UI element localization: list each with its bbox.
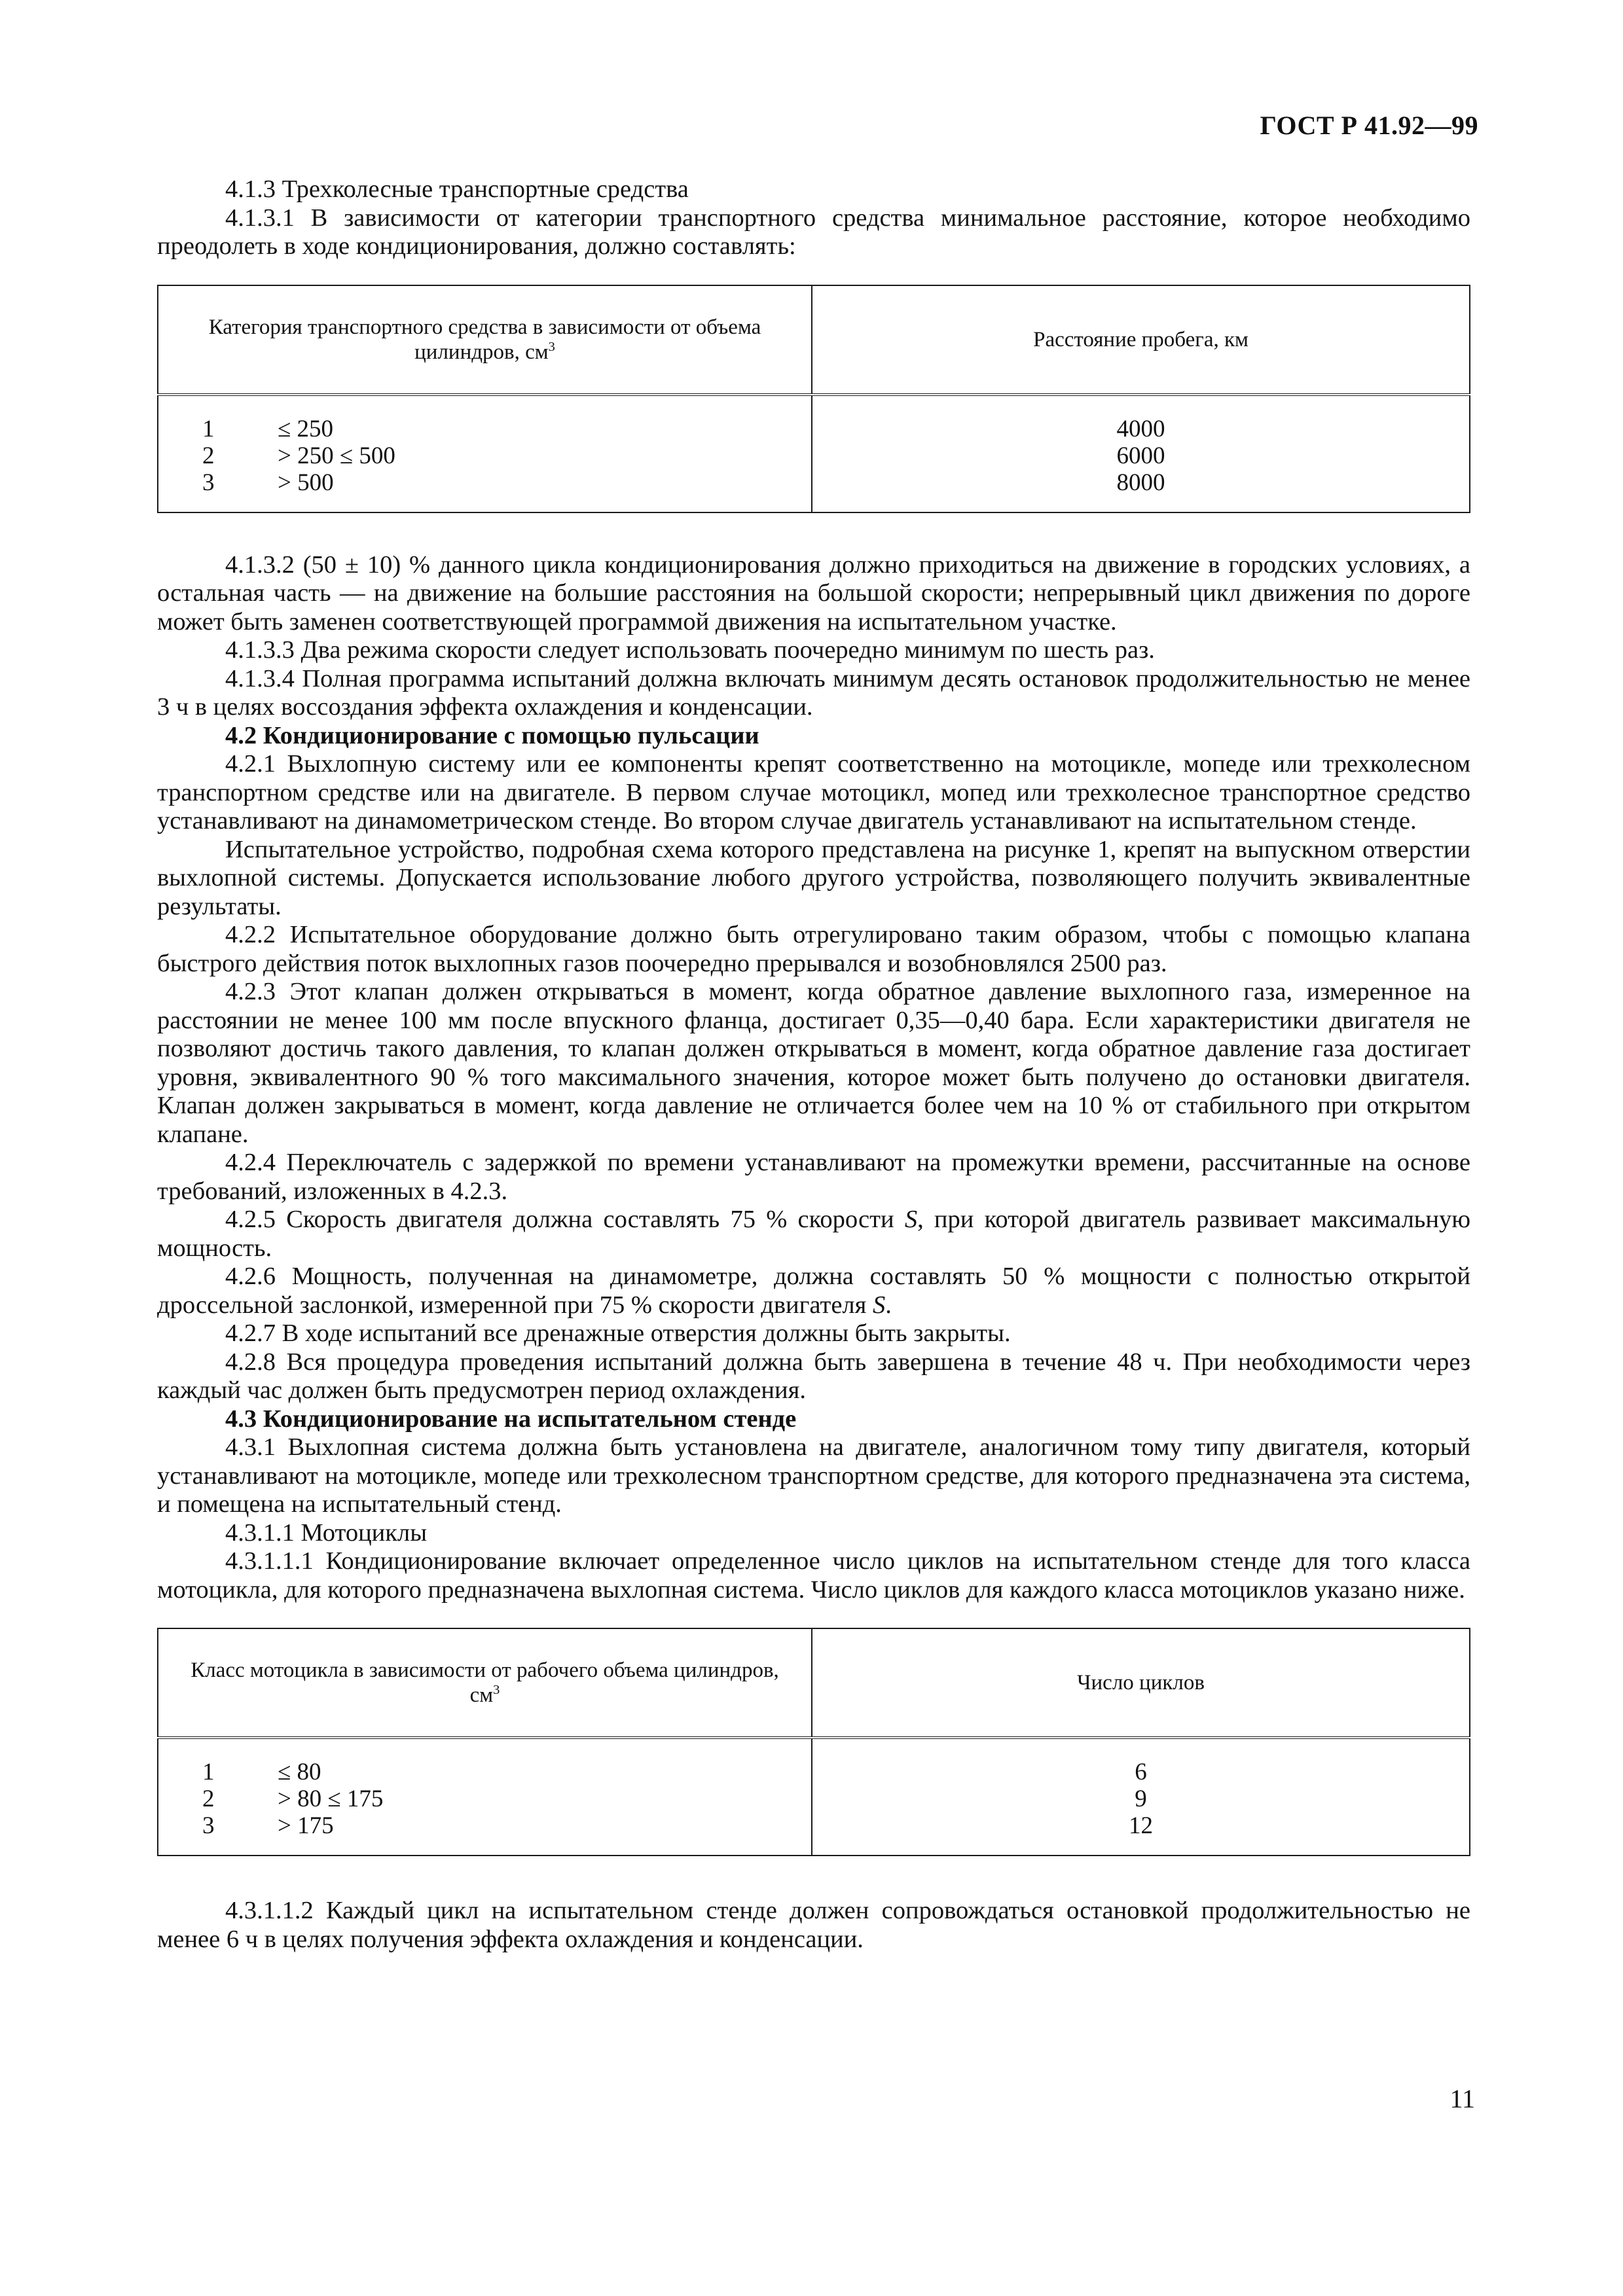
page-body xyxy=(157,175,1470,1954)
cycles-table-values: 6 9 12 xyxy=(812,1738,1470,1856)
paragraph-4-2-6: 4.2.6 Мощность, полученная на динамометре, должна составлять 50 % мощности с полностью открытой дроссельной заслонкой, измеренной при 75 % скорости двигателя S. xyxy=(157,1263,1470,1319)
distance-table-categories: 1 ≤ 250 2 > 250 ≤ 500 3 > 500 xyxy=(158,395,812,512)
table-row xyxy=(158,1738,1470,1856)
distance-table-header-distance: Расстояние пробега, км xyxy=(812,285,1470,395)
paragraph-4-1-3-3: 4.1.3.3 Два режима скорости следует использовать поочередно минимум по шесть раз. xyxy=(225,636,1155,664)
paragraph-4-3-1-1: 4.3.1.1 Мотоциклы xyxy=(225,1518,428,1547)
paragraph-4-2-8: 4.2.8 Вся процедура проведения испытаний должна быть завершена в течение 48 ч. При необходимости через каждый час должен быть предусмотрен период охлаждения. xyxy=(157,1348,1470,1404)
table-row xyxy=(158,395,1470,512)
paragraph-4-3-1-1-2: 4.3.1.1.2 Каждый цикл на испытательном стенде должен сопровождаться остановкой продолжительностью не менее 6 ч в целях получения эффекта охлаждения и конденсации. xyxy=(157,1897,1470,1953)
paragraph-4-3-1: 4.3.1 Выхлопная система должна быть установлена на двигателе, аналогичном тому типу двигателя, который устанавливают на мотоцикле, мопеде или трехколесном транспортном средстве, для которого предназначена эта система, и помещена на испытательный стенд. xyxy=(157,1433,1470,1518)
paragraph-4-2-4: 4.2.4 Переключатель с задержкой по времени устанавливают на промежутки времени, рассчитанные на основе требований, изложенных в 4.2.3. xyxy=(157,1149,1470,1205)
distance-table-header-category: Категория транспортного средства в зависимости от объема цилиндров, $см^3$ xyxy=(158,285,812,395)
cycles-table xyxy=(157,1628,1470,1856)
paragraph-4-3-1-1-1: 4.3.1.1.1 Кондиционирование включает определенное число циклов на испытательном стенде для того класса мотоцикла, для которого предназначена выхлопная система. Число циклов для каждого класса мотоциклов указано ниже. xyxy=(157,1547,1470,1604)
section-heading-4-3: 4.3 Кондиционирование на испытательном стенде xyxy=(225,1405,797,1433)
distance-table xyxy=(157,285,1470,513)
paragraph-4-2-7: 4.2.7 В ходе испытаний все дренажные отверстия должны быть закрыты. xyxy=(225,1319,1011,1347)
paragraph-4-2-1-device: Испытательное устройство, подробная схема которого представлена на рисунке 1, крепят на выпускном отверстии выхлопной системы. Допускается использование любого другого устройства, позволяющего получить эквивалентные результаты. xyxy=(157,835,1470,920)
paragraph-4-1-3-1: 4.1.3.1 В зависимости от категории транспортного средства минимальное расстояние, которое необходимо преодолеть в ходе кондиционирования, должно составлять: xyxy=(157,204,1470,260)
paragraph-4-2-3: 4.2.3 Этот клапан должен открываться в момент, когда обратное давление выхлопного газа, измеренное на расстоянии не менее 100 мм после впускного фланца, достигает 0,35—0,40 бара. Если характеристики двигателя не позволяют достичь такого давления, то клапан должен открываться в момент, когда обратное давление газа достигает уровня, эквивалентного 90 % того максимального значения, которое может быть получено до остановки двигателя. Клапан должен закрываться в момент, когда давление не отличается более чем на 10 % от стабильного при открытом клапане. xyxy=(157,978,1470,1148)
document-designation: ГОСТ Р 41.92—99 xyxy=(1260,111,1478,140)
paragraph-4-2-5: 4.2.5 Скорость двигателя должна составлять 75 % скорости S, при которой двигатель развивает максимальную мощность. xyxy=(157,1206,1470,1262)
section-heading-4-2: 4.2 Кондиционирование с помощью пульсации xyxy=(225,721,759,749)
paragraph-4-2-2: 4.2.2 Испытательное оборудование должно быть отрегулировано таким образом, чтобы с помощью клапана быстрого действия поток выхлопных газов поочередно прерывался и возобновлялся 2500 раз. xyxy=(157,921,1470,977)
distance-table-values: 4000 6000 8000 xyxy=(812,395,1470,512)
paragraph-4-1-3-2: 4.1.3.2 (50 ± 10) % данного цикла кондиционирования должно приходиться на движение в городских условиях, а остальная часть — на движение на большие расстояния на большой скорости; непрерывный цикл движения по дороге может быть заменен соответствующей программой движения на испытательном участке. xyxy=(157,550,1470,636)
cycles-table-header-class: Класс мотоцикла в зависимости от рабочего объема цилиндров, $см^3$ xyxy=(158,1628,812,1738)
cycles-table-header-cycles: Число циклов xyxy=(812,1628,1470,1738)
cycles-table-classes: 1 ≤ 80 2 > 80 ≤ 175 3 > 175 xyxy=(158,1738,812,1856)
paragraph-4-2-1: 4.2.1 Выхлопную систему или ее компоненты крепят соответственно на мотоцикле, мопеде или трехколесном транспортном средстве или на двигателе. В первом случае мотоцикл, мопед или трехколесное транспортное средство устанавливают на динамометрическом стенде. Во втором случае двигатель устанавливают на испытательном стенде. xyxy=(157,750,1470,834)
paragraph-4-1-3: 4.1.3 Трехколесные транспортные средства xyxy=(225,175,689,203)
paragraph-4-1-3-4: 4.1.3.4 Полная программа испытаний должна включать минимум десять остановок продолжительностью не менее 3 ч в целях воссоздания эффекта охлаждения и конденсации. xyxy=(157,664,1470,721)
page-number: 11 xyxy=(1450,2084,1475,2113)
